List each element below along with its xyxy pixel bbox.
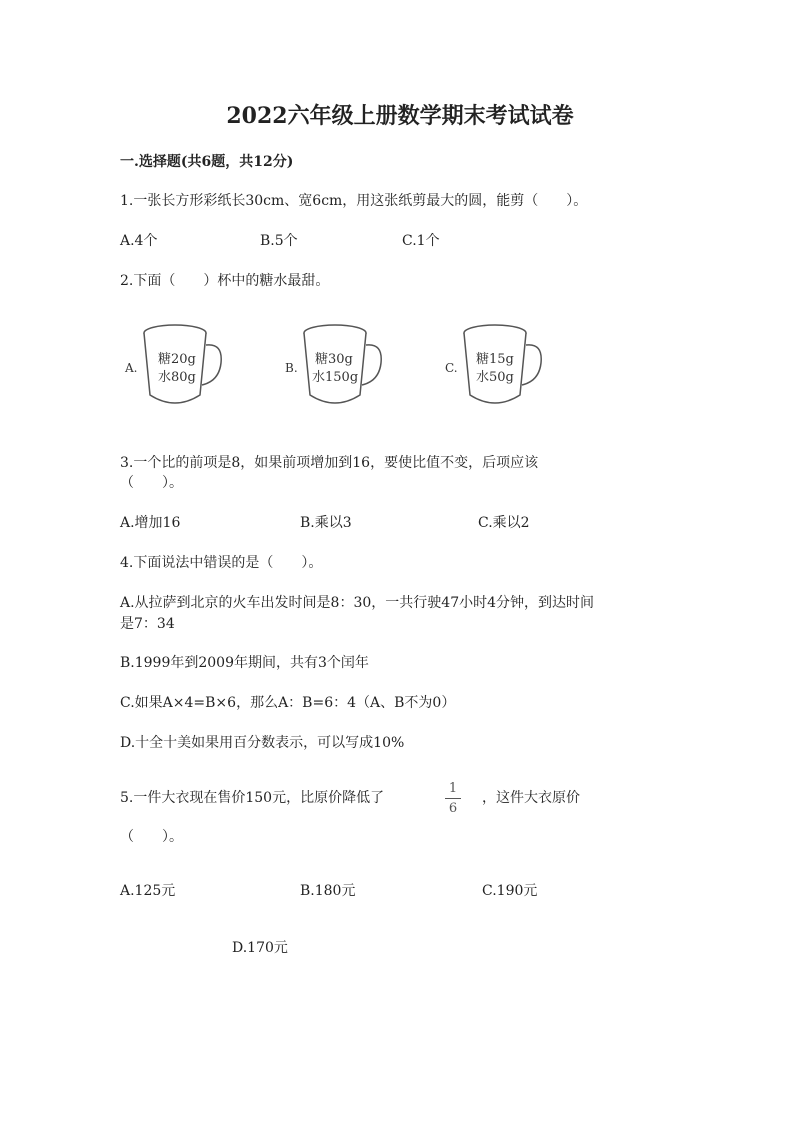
- question-5-stem-after: ，这件大衣原价: [482, 790, 580, 806]
- question-3-option-c: C.乘以2: [478, 515, 530, 531]
- cup-c-label: C.: [445, 361, 458, 375]
- cup-b-water: 水150g: [312, 370, 359, 385]
- question-5-stem-before: 5.一件大衣现在售价150元，比原价降低了: [120, 790, 385, 806]
- question-5-option-c: C.190元: [482, 883, 538, 899]
- cup-a-body: [144, 333, 206, 403]
- question-5-option-d: D.170元: [232, 940, 288, 956]
- cup-b-sugar: 糖30g: [315, 352, 353, 367]
- question-4-option-d: D.十全十美如果用百分数表示，可以写成10%: [120, 735, 405, 751]
- question-2-stem: 2.下面（ ）杯中的糖水最甜。: [120, 273, 330, 289]
- question-1-option-a: A.4个: [120, 233, 158, 249]
- question-3-stem-line1: 3.一个比的前项是8，如果前项增加到16，要使比值不变，后项应该: [120, 455, 539, 471]
- question-4-option-b: B.1999年到2009年期间，共有3个闰年: [120, 655, 369, 671]
- question-3-stem-line2: （ ）。: [120, 475, 183, 491]
- question-4-option-c: C.如果A×4=B×6，那么A：B=6：4（A、B不为0）: [120, 695, 456, 711]
- question-5-stem-line2: （ ）。: [120, 829, 183, 845]
- question-5-option-a: A.125元: [120, 883, 176, 899]
- question-1-stem: 1.一张长方形彩纸长30cm、宽6cm，用这张纸剪最大的圆，能剪（ ）。: [120, 193, 588, 209]
- cup-a-label: A.: [125, 361, 138, 375]
- cup-a-sugar: 糖20g: [158, 352, 196, 367]
- cup-a: [124, 325, 221, 403]
- question-3-option-a: A.增加16: [120, 515, 181, 531]
- fraction-numerator: 1: [448, 781, 458, 796]
- question-4-option-a-line2: 是7：34: [120, 616, 175, 632]
- question-4-stem: 4.下面说法中错误的是（ ）。: [120, 555, 323, 571]
- section-heading: 一.选择题(共6题，共12分): [120, 154, 294, 170]
- question-3-option-b: B.乘以3: [300, 515, 352, 531]
- fraction-one-sixth: [442, 780, 464, 817]
- cup-c: [445, 325, 541, 403]
- cup-a-water: 水80g: [158, 370, 196, 385]
- cup-c-water: 水50g: [476, 370, 514, 385]
- cup-b-body: [304, 333, 366, 403]
- cup-c-sugar: 糖15g: [476, 352, 514, 367]
- question-5-option-b: B.180元: [300, 883, 356, 899]
- cup-c-body: [464, 333, 526, 403]
- cup-b-label: B.: [285, 361, 298, 375]
- question-4-option-a-line1: A.从拉萨到北京的火车出发时间是8：30，一共行驶47小时4分钟，到达时间: [120, 595, 595, 611]
- fraction-bar: [445, 798, 461, 799]
- question-1-option-b: B.5个: [260, 233, 298, 249]
- cup-b: [285, 325, 381, 403]
- fraction-denominator: 6: [448, 801, 458, 816]
- cups-figure: [115, 315, 575, 415]
- page-title: 2022六年级上册数学期末考试试卷: [226, 103, 574, 129]
- question-1-option-c: C.1个: [402, 233, 440, 249]
